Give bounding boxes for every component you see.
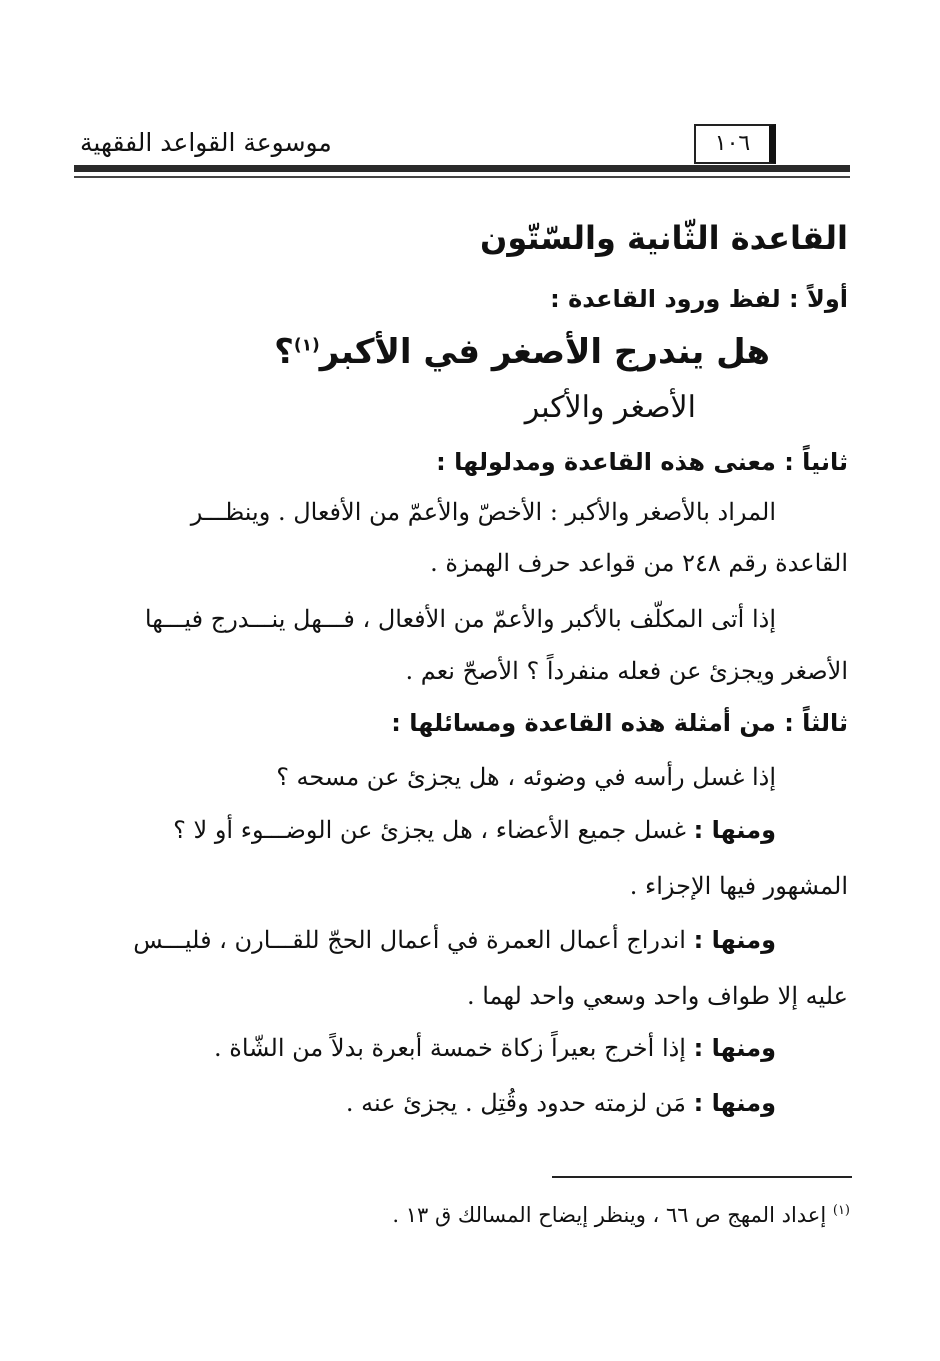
- running-header-title: موسوعة القواعد الفقهية: [80, 128, 332, 157]
- example5: [80, 1091, 776, 1115]
- rule-subtitle: الأصغر والأكبر: [524, 390, 696, 425]
- footnote-ref: (١): [293, 335, 320, 356]
- footnote-text: إعداد المهج ص ٦٦ ، وينظر إيضاح المسالك ق ١٣ .: [392, 1203, 827, 1227]
- example-lead: ومنها :: [693, 1034, 776, 1062]
- header-rule-thin: [74, 176, 850, 178]
- page-number-box: ١٠٦: [694, 124, 776, 164]
- example1: إذا غسل رأسه في وضوئه ، هل يجزئ عن مسحه ؟: [276, 763, 776, 791]
- section1-heading: أولاً : لفظ ورود القاعدة :: [550, 285, 848, 313]
- rule-question: [80, 332, 770, 372]
- example-lead: ومنها :: [693, 926, 776, 954]
- example2-line2: المشهور فيها الإجزاء .: [629, 872, 848, 900]
- paragraph2-line2: الأصغر ويجزئ عن فعله منفرداً ؟ الأصحّ نعم .: [405, 657, 848, 685]
- paragraph1-line1: المراد بالأصغر والأكبر : الأخصّ والأعمّ من الأفعال . وينظـــر: [190, 498, 776, 526]
- example3-text: اندراج أعمال العمرة في أعمال الحجّ للقـــارن ، فليـــس: [133, 926, 686, 954]
- question-text: هل يندرج الأصغر في الأكبر: [319, 332, 770, 372]
- example3-line2: عليه إلا طواف واحد وسعي واحد لهما .: [466, 982, 848, 1010]
- example2-line1: [80, 818, 776, 842]
- paragraph1-line2: القاعدة رقم ٢٤٨ من قواعد حرف الهمزة .: [430, 549, 848, 577]
- section3-heading: ثالثاً : من أمثلة هذه القاعدة ومسائلها :: [391, 709, 848, 737]
- example2-text: غسل جميع الأعضاء ، هل يجزئ عن الوضـــوء أو لا ؟: [173, 816, 686, 844]
- rule-title: القاعدة الثّانية والسّتّون: [480, 219, 848, 257]
- example-lead: ومنها :: [693, 1089, 776, 1117]
- example5-text: مَن لزمته حدود وقُتِل . يجزئ عنه .: [345, 1089, 686, 1117]
- example4-text: إذا أخرج بعيراً زكاة خمسة أبعرة بدلاً من الشّاة .: [214, 1034, 686, 1062]
- header-rule-thick: [74, 165, 850, 172]
- example4: [80, 1036, 776, 1060]
- question-mark: ؟: [274, 332, 294, 372]
- footnote: [392, 1203, 850, 1227]
- example3-line1: [80, 928, 776, 952]
- paragraph2-line1: إذا أتى المكلّف بالأكبر والأعمّ من الأفعال ، فـــهل ينـــدرج فيـــها: [144, 605, 776, 633]
- example-lead: ومنها :: [693, 816, 776, 844]
- footnote-separator: [552, 1176, 852, 1178]
- footnote-marker: (١): [832, 1203, 850, 1218]
- section2-heading: ثانياً : معنى هذه القاعدة ومدلولها :: [436, 448, 848, 476]
